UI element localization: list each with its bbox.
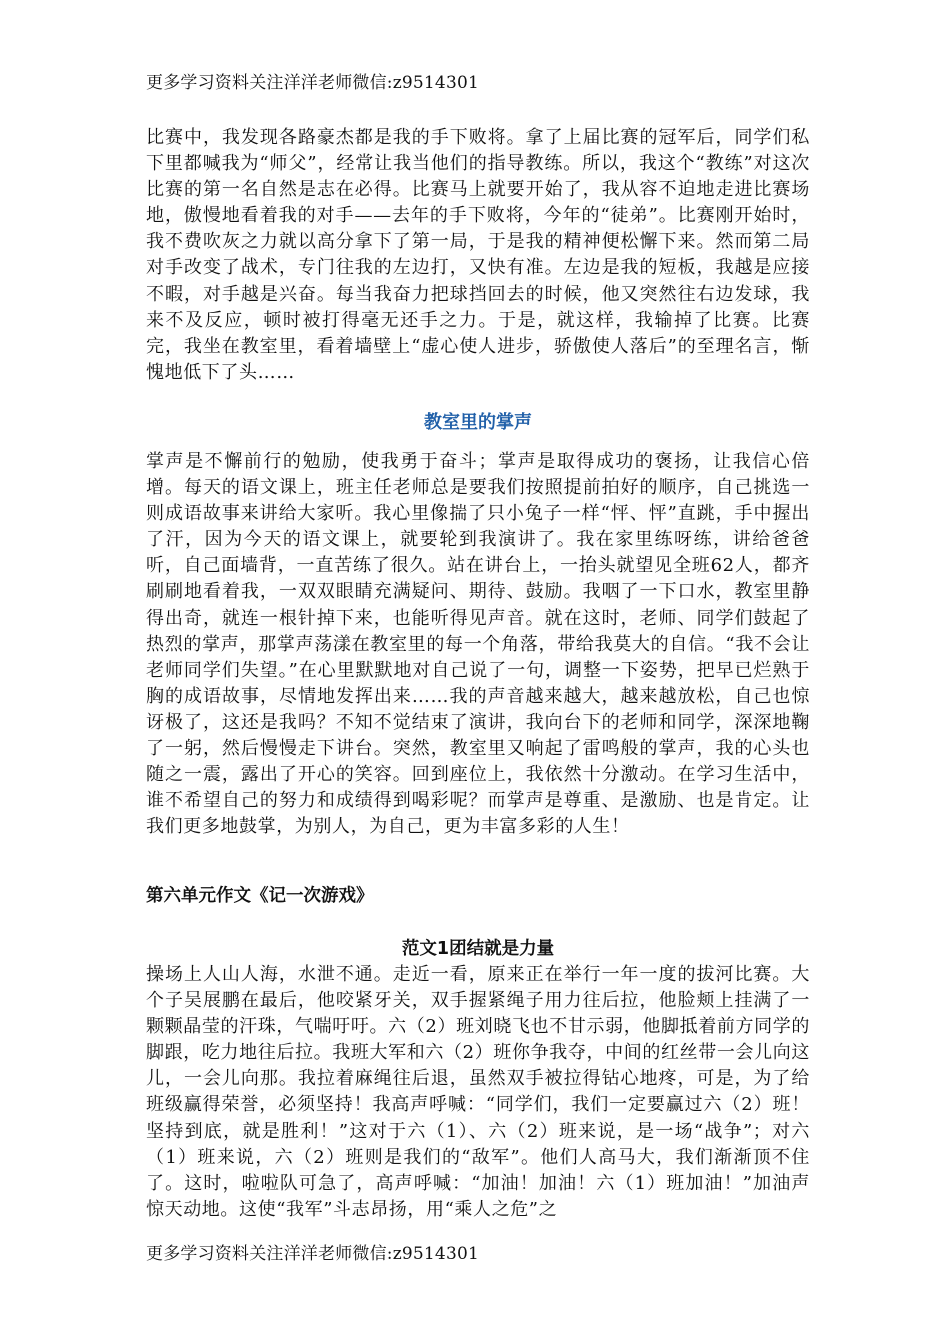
footer-note: 更多学习资料关注洋洋老师微信:z9514301 [146, 1244, 479, 1264]
unit-heading: 第六单元作文《记一次游戏》 [146, 886, 374, 906]
body-paragraph-2: 掌声是不懈前行的勉励，使我勇于奋斗；掌声是取得成功的褒扬，让我信心倍增。每天的语文课上，班主任老师总是要我们按照提前拍好的顺序，自己挑选一则成语故事来讲给大家听。我心里像揣了只小兔子一样“怦、怦”直跳，手中握出了汗，因为今天的语文课上，就要轮到我演讲了。我在家里练呀练，讲给爸爸听，自己面墙背，一直苦练了很久。站在讲台上，一抬头就望见全班62人，都齐刷刷地看着我，一双双眼睛充满疑问、期待、鼓励。我咽了一下口水，教室里静得出奇，就连一根针掉下来，也能听得见声音。就在这时，老师、同学们鼓起了热烈的掌声，那掌声荡漾在教室里的每一个角落，带给我莫大的自信。“我不会让老师同学们失望。”在心里默默地对自己说了一句，调整一下姿势，把早已烂熟于胸的成语故事，尽情地发挥出来……我的声音越来越大，越来越放松，自己也惊讶极了，这还是我吗？不知不觉结束了演讲，我向台下的老师和同学，深深地鞠了一躬，然后慢慢走下讲台。突然，教室里又响起了雷鸣般的掌声，我的心头也随之一震，露出了开心的笑容。回到座位上，我依然十分激动。在学习生活中，谁不希望自己的努力和成绩得到喝彩呢？而掌声是尊重、是激励、也是肯定。让我们更多地鼓掌，为别人，为自己，更为丰富多彩的人生！ [146, 451, 810, 838]
section-title: 教室里的掌声 [424, 412, 532, 433]
body-paragraph-3: 操场上人山人海，水泄不通。走近一看，原来正在举行一年一度的拔河比赛。大个子吴展鹏在最后，他咬紧牙关，双手握紧绳子用力往后拉，他脸颊上挂满了一颗颗晶莹的汗珠，气喘吁吁。六（2）班刘晓飞也不甘示弱，他脚抵着前方同学的脚跟，吃力地往后拉。我班大军和六（2）班你争我夺，中间的红丝带一会儿向这儿，一会儿向那。我拉着麻绳往后退，虽然双手被拉得钻心地疼，可是，为了给班级赢得荣誉，必须坚持！我高声呼喊：“同学们，我们一定要赢过六（2）班！坚持到底，就是胜利！”这对于六（1）、六（2）班来说，是一场“战争”；对六（1）班来说，六（2）班则是我们的“敌军”。他们人高马大，我们渐渐顶不住了。这时，啦啦队可急了，高声呼喊：“加油！加油！六（1）班加油！”加油声惊天动地。这使“我军”斗志昂扬，用“乘人之危”之 [146, 964, 810, 1220]
header-note: 更多学习资料关注洋洋老师微信:z9514301 [146, 73, 479, 93]
essay-title: 范文1团结就是力量 [401, 939, 555, 959]
body-paragraph-1: 比赛中，我发现各路豪杰都是我的手下败将。拿了上届比赛的冠军后，同学们私下里都喊我为“师父”，经常让我当他们的指导教练。所以，我这个“教练”对这次比赛的第一名自然是志在必得。比赛马上就要开始了，我从容不迫地走进比赛场地，傲慢地看着我的对手——去年的手下败将，今年的“徒弟”。比赛刚开始时，我不费吹灰之力就以高分拿下了第一局，于是我的精神便松懈下来。然而第二局对手改变了战术，专门往我的左边打，又快有准。左边是我的短板，我越是应接不暇，对手越是兴奋。每当我奋力把球挡回去的时候，他又突然往右边发球，我来不及反应，顿时被打得毫无还手之力。于是，就这样，我输掉了比赛。比赛完，我坐在教室里，看着墙壁上“虚心使人进步，骄傲使人落后”的至理名言，惭愧地低下了头…… [146, 127, 810, 383]
